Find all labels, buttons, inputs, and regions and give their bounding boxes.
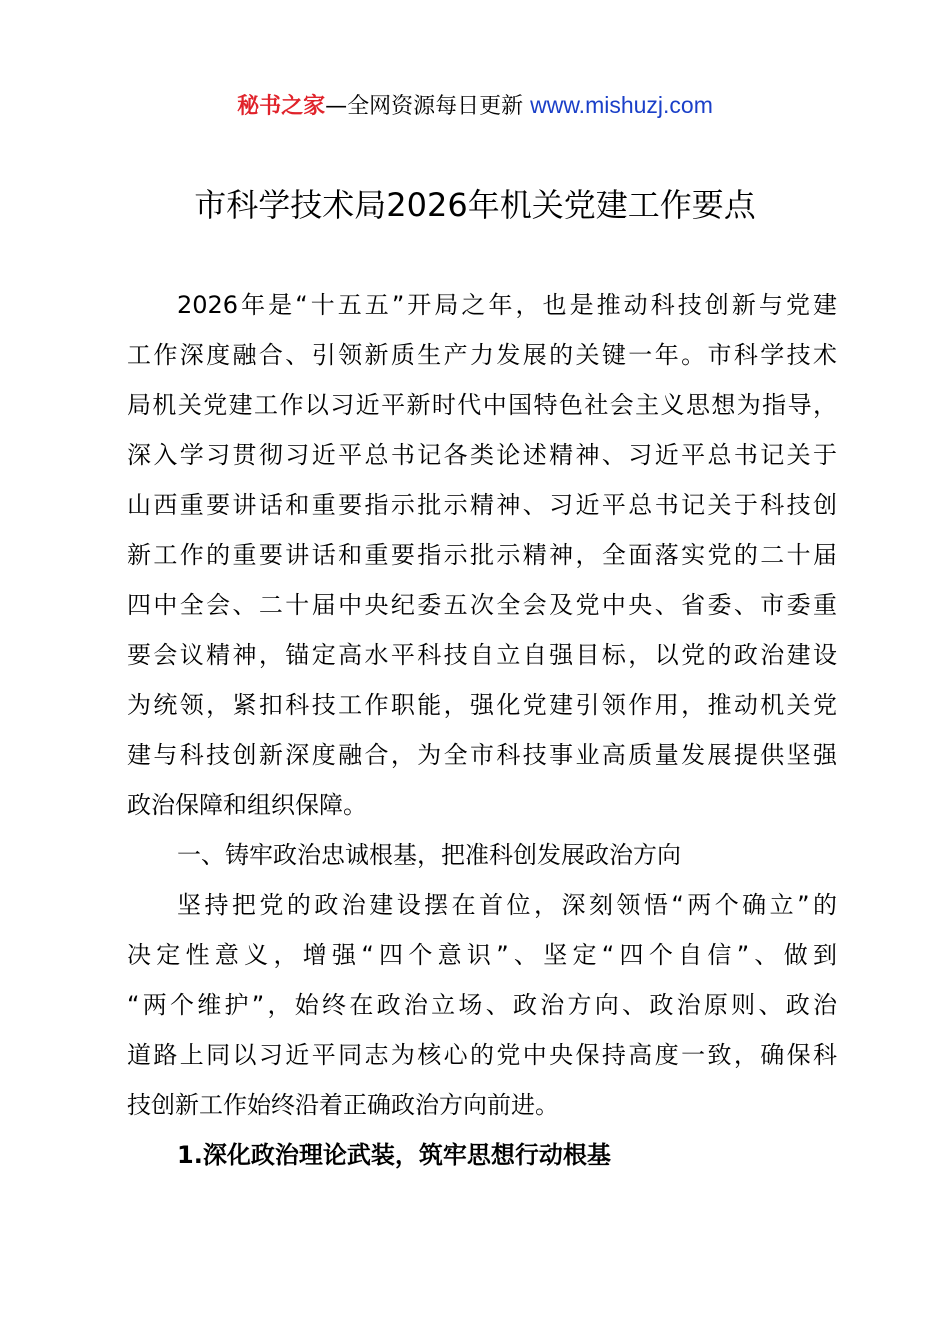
intro-line: 深入学习贯彻习近平总书记各类论述精神、习近平总书记关于 — [127, 441, 837, 469]
document-title: 市科学技术局2026年机关党建工作要点 — [194, 186, 756, 224]
intro-line: 政治保障和组织保障。 — [127, 791, 367, 819]
intro-paragraph — [127, 280, 837, 830]
section1-paragraph — [127, 880, 837, 1130]
intro-line: 新工作的重要讲话和重要指示批示精神，全面落实党的二十届 — [127, 541, 837, 569]
intro-line: 局机关党建工作以习近平新时代中国特色社会主义思想为指导， — [127, 391, 837, 419]
section1-line: 决定性意义，增强“四个意识”、坚定“四个自信”、做到 — [127, 941, 837, 969]
site-url-link[interactable]: www.mishuzj.com — [530, 92, 713, 118]
section-heading-1: 一、铸牢政治忠诚根基，把准科创发展政治方向 — [177, 841, 681, 869]
intro-line: 为统领，紧扣科技工作职能，强化党建引领作用，推动机关党 — [127, 691, 837, 719]
intro-line: 山西重要讲话和重要指示批示精神、习近平总书记关于科技创 — [127, 491, 837, 519]
section1-line: “两个维护”，始终在政治立场、政治方向、政治原则、政治 — [127, 991, 837, 1019]
brand-name: 秘书之家 — [237, 94, 326, 119]
intro-line: 四中全会、二十届中央纪委五次全会及党中央、省委、市委重 — [127, 591, 837, 619]
site-banner — [0, 88, 950, 124]
subsection-heading-1: 1.深化政治理论武装，筑牢思想行动根基 — [177, 1141, 611, 1169]
document-body — [127, 280, 837, 1180]
section1-line: 道路上同以习近平同志为核心的党中央保持高度一致，确保科 — [127, 1041, 837, 1069]
banner-tagline: 全网资源每日更新 — [347, 94, 524, 119]
section1-line: 坚持把党的政治建设摆在首位，深刻领悟“两个确立”的 — [177, 891, 837, 919]
intro-line: 2026年是“十五五”开局之年，也是推动科技创新与党建 — [177, 291, 837, 319]
banner-separator: — — [325, 94, 348, 119]
intro-line: 工作深度融合、引领新质生产力发展的关键一年。市科学技术 — [127, 341, 837, 369]
intro-line: 建与科技创新深度融合，为全市科技事业高质量发展提供坚强 — [127, 741, 837, 769]
intro-line: 要会议精神，锚定高水平科技自立自强目标，以党的政治建设 — [127, 641, 837, 669]
section1-line: 技创新工作始终沿着正确政治方向前进。 — [127, 1091, 559, 1119]
